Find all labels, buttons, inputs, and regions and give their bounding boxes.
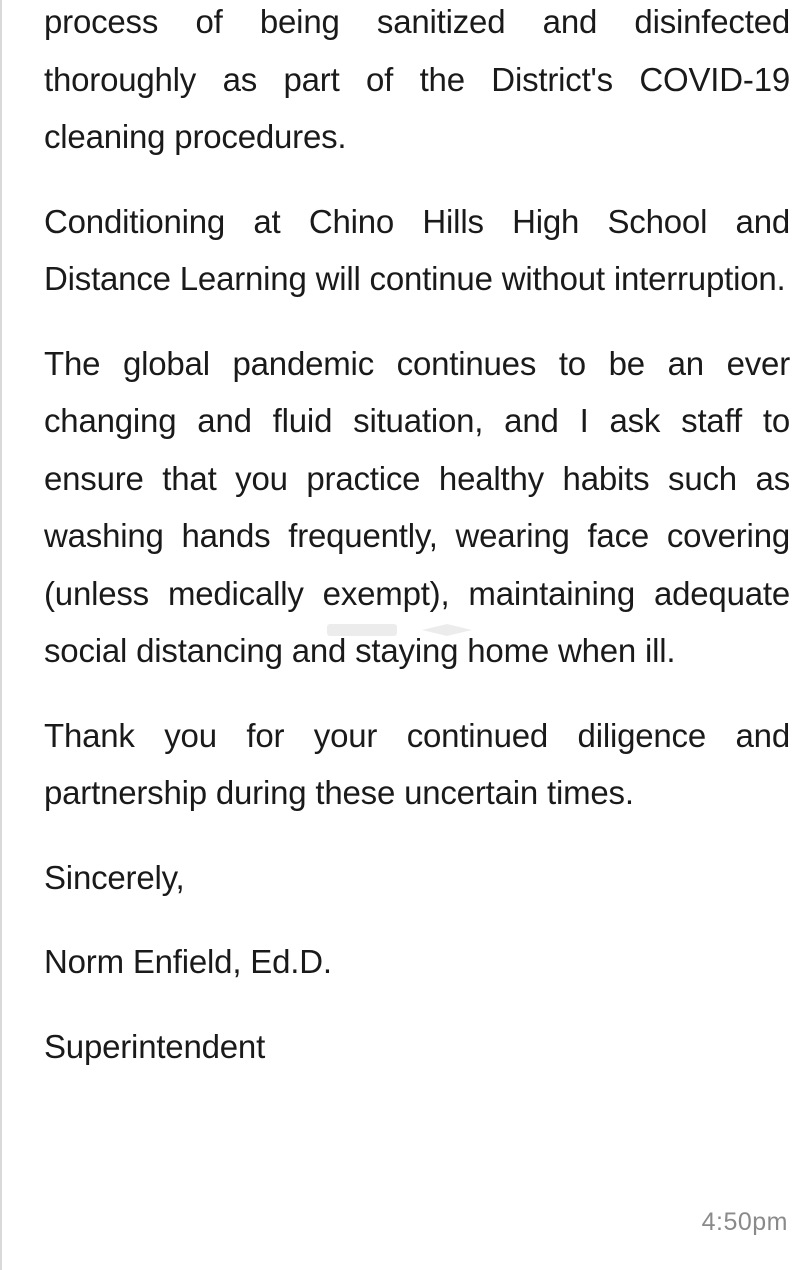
message-paragraph: process of being sanitized and disinfected thoroughly as part of the District's COVID-19 cleaning procedures. — [44, 3, 790, 155]
faint-watermark-icon — [327, 618, 487, 642]
message-timestamp: 4:50pm — [701, 1208, 788, 1236]
closing-text: Sincerely, — [44, 858, 185, 896]
message-paragraph: The global pandemic continues to be an ever changing and fluid situation, and I ask staff to ensure that you practice healthy habits such as washing hands frequently, wearing face covering (unless medically exempt), maintaining adequate social distancing and staying home when ill. — [44, 344, 790, 669]
signature-title: Superintendent — [44, 1027, 266, 1065]
message-body — [44, 0, 790, 1102]
message-paragraph: Thank you for your continued diligence and partnership during these uncertain times. — [44, 716, 790, 811]
message-paragraph: Conditioning at Chino Hills High School and Distance Learning will continue without interruption. — [44, 202, 790, 297]
signature-name: Norm Enfield, Ed.D. — [44, 943, 332, 980]
